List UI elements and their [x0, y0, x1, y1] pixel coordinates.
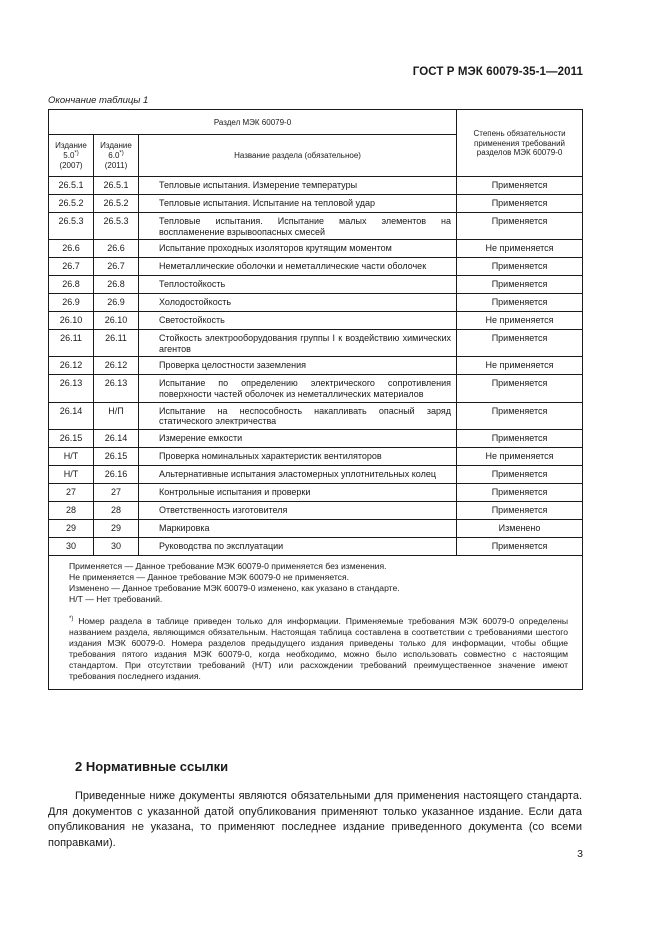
section-name-cell: Тепловые испытания. Измерение температуры: [139, 177, 457, 195]
table-row: [49, 483, 583, 501]
edition5-column-header: [49, 135, 94, 177]
edition5-year: (2007): [59, 160, 83, 170]
status-cell: Применяется: [457, 429, 583, 447]
section-name-cell: Измерение емкости: [139, 429, 457, 447]
section-name-cell: Проверка целостности заземления: [139, 357, 457, 375]
edition5-cell: 26.5.2: [49, 195, 94, 213]
edition6-footnote-mark: *): [119, 149, 124, 156]
section-title: 2 Нормативные ссылки: [75, 759, 229, 774]
table-row: [49, 375, 583, 402]
edition5-cell: 26.5.1: [49, 177, 94, 195]
edition5-cell: 26.6: [49, 240, 94, 258]
table-notes: [49, 555, 583, 689]
table-row: [49, 357, 583, 375]
status-cell: Применяется: [457, 213, 583, 240]
edition6-cell: 26.5.3: [94, 213, 139, 240]
status-cell: Применяется: [457, 483, 583, 501]
section-name-cell: Руководства по эксплуатации: [139, 537, 457, 555]
status-cell: Применяется: [457, 501, 583, 519]
edition6-cell: 26.16: [94, 465, 139, 483]
section-name-cell: Проверка номинальных характеристик вентиляторов: [139, 447, 457, 465]
status-cell: Применяется: [457, 537, 583, 555]
edition5-cell: 26.10: [49, 312, 94, 330]
section-name-cell: Испытание проходных изоляторов крутящим моментом: [139, 240, 457, 258]
edition6-cell: 26.5.1: [94, 177, 139, 195]
status-cell: Не применяется: [457, 240, 583, 258]
edition5-footnote-mark: *): [74, 149, 79, 156]
section-group-header: Раздел МЭК 60079-0: [49, 110, 457, 135]
status-cell: Применяется: [457, 294, 583, 312]
edition6-year: (2011): [104, 160, 128, 170]
section-name-cell: Испытание по определению электрического сопротивления поверхности частей оболочек из неметаллических материалов: [139, 375, 457, 402]
edition5-cell: 30: [49, 537, 94, 555]
status-column-header: Степень обязательности применения требований разделов МЭК 60079-0: [457, 110, 583, 177]
section-name-cell: Стойкость электрооборудования группы I к воздействию химических агентов: [139, 330, 457, 357]
status-cell: Не применяется: [457, 447, 583, 465]
section-name-cell: Светостойкость: [139, 312, 457, 330]
edition6-cell: 28: [94, 501, 139, 519]
edition6-title: Издание 6.0: [100, 140, 132, 160]
legend-item: Не применяется — Данное требование МЭК 60079-0 не применяется.: [69, 572, 350, 583]
table-row: [49, 177, 583, 195]
table-row: [49, 276, 583, 294]
table-notes-row: [49, 555, 583, 689]
page-number: 3: [577, 848, 583, 860]
edition6-cell: 26.14: [94, 429, 139, 447]
section-body: [48, 789, 582, 851]
edition6-cell: 26.9: [94, 294, 139, 312]
table-row: [49, 312, 583, 330]
edition6-cell: 26.15: [94, 447, 139, 465]
section-name-cell: Тепловые испытания. Испытание малых элементов на воспламенение взрывоопасных смесей: [139, 213, 457, 240]
document-header: ГОСТ Р МЭК 60079-35-1—2011: [412, 66, 583, 78]
edition5-title: Издание 5.0: [55, 140, 87, 160]
table-row: [49, 330, 583, 357]
edition6-cell: 26.11: [94, 330, 139, 357]
table-row: [49, 294, 583, 312]
table-row: [49, 402, 583, 429]
edition5-cell: 26.12: [49, 357, 94, 375]
edition6-cell: 26.5.2: [94, 195, 139, 213]
section-name-cell: Неметаллические оболочки и неметаллические части оболочек: [139, 258, 457, 276]
status-cell: Не применяется: [457, 357, 583, 375]
edition5-cell: 26.8: [49, 276, 94, 294]
footnote: [69, 616, 568, 683]
edition6-cell: 26.7: [94, 258, 139, 276]
legend-item: Изменено — Данное требование МЭК 60079-0 изменено, как указано в стандарте.: [69, 583, 400, 594]
edition5-cell: 26.14: [49, 402, 94, 429]
status-cell: Применяется: [457, 402, 583, 429]
edition5-cell: 27: [49, 483, 94, 501]
legend-item: Применяется — Данное требование МЭК 60079-0 применяется без изменения.: [69, 560, 387, 571]
status-cell: Применяется: [457, 330, 583, 357]
edition5-cell: Н/Т: [49, 447, 94, 465]
section-name-cell: Ответственность изготовителя: [139, 501, 457, 519]
section-paragraph: Приведенные ниже документы являются обязательными для применения настоящего стандарта. Для документов с указанной датой опубликования применяют только указанное издание. Если дата опубликования не указана, то применяют последнее издание приведенного документа (со всеми поправками).: [48, 790, 582, 849]
status-cell: Изменено: [457, 519, 583, 537]
table-row: [49, 240, 583, 258]
footnote-mark: *): [69, 615, 74, 622]
status-cell: Применяется: [457, 465, 583, 483]
edition5-cell: 26.11: [49, 330, 94, 357]
status-cell: Применяется: [457, 276, 583, 294]
section-name-cell: Холодостойкость: [139, 294, 457, 312]
section-name-cell: Испытание на неспособность накапливать опасный заряд статического электричества: [139, 402, 457, 429]
status-cell: Применяется: [457, 375, 583, 402]
edition6-cell: 26.12: [94, 357, 139, 375]
status-cell: Не применяется: [457, 312, 583, 330]
edition6-cell: 26.13: [94, 375, 139, 402]
edition6-cell: 30: [94, 537, 139, 555]
status-cell: Применяется: [457, 177, 583, 195]
edition6-cell: 26.10: [94, 312, 139, 330]
edition5-cell: Н/Т: [49, 465, 94, 483]
status-cell: Применяется: [457, 258, 583, 276]
edition6-cell: 27: [94, 483, 139, 501]
edition6-cell: Н/П: [94, 402, 139, 429]
section-name-cell: Контрольные испытания и проверки: [139, 483, 457, 501]
edition5-cell: 28: [49, 501, 94, 519]
table-row: [49, 213, 583, 240]
edition5-cell: 26.9: [49, 294, 94, 312]
edition6-cell: 29: [94, 519, 139, 537]
table-caption: Окончание таблицы 1: [48, 95, 149, 106]
edition6-column-header: [94, 135, 139, 177]
edition5-cell: 26.13: [49, 375, 94, 402]
edition6-cell: 26.6: [94, 240, 139, 258]
table-row: [49, 447, 583, 465]
section-name-cell: Теплостойкость: [139, 276, 457, 294]
table-row: [49, 258, 583, 276]
table-row: [49, 429, 583, 447]
section-name-cell: Альтернативные испытания эластомерных уплотнительных колец: [139, 465, 457, 483]
section-name-cell: Тепловые испытания. Испытание на тепловой удар: [139, 195, 457, 213]
section-name-cell: Маркировка: [139, 519, 457, 537]
table-row: [49, 465, 583, 483]
table-row: [49, 537, 583, 555]
footnote-text: Номер раздела в таблице приведен только для информации. Применяемые требования МЭК 60079-0 определены названием раздела, являющимся обязательным. Настоящая таблица составлена в соответствии с требованиями шестого издания МЭК 60079-0. Номера разделов предыдущего издания приведены только для информации, чтобы общие требования пятого издания МЭК 60079-0, когда необходимо, можно было использовать совместно с настоящим стандартом. При отсутствии требований (Н/Т) или расхождении требований преимущественное значение имеют требования последнего издания.: [69, 615, 569, 682]
edition5-cell: 26.7: [49, 258, 94, 276]
name-column-header: Название раздела (обязательное): [139, 135, 457, 177]
edition5-cell: 29: [49, 519, 94, 537]
legend-block: [69, 561, 568, 606]
table-row: [49, 501, 583, 519]
table-header-row: [49, 110, 583, 135]
table-row: [49, 195, 583, 213]
standards-table: [48, 109, 583, 690]
status-cell: Применяется: [457, 195, 583, 213]
legend-item: Н/Т — Нет требований.: [69, 594, 163, 605]
edition6-cell: 26.8: [94, 276, 139, 294]
edition5-cell: 26.5.3: [49, 213, 94, 240]
table-row: [49, 519, 583, 537]
edition5-cell: 26.15: [49, 429, 94, 447]
